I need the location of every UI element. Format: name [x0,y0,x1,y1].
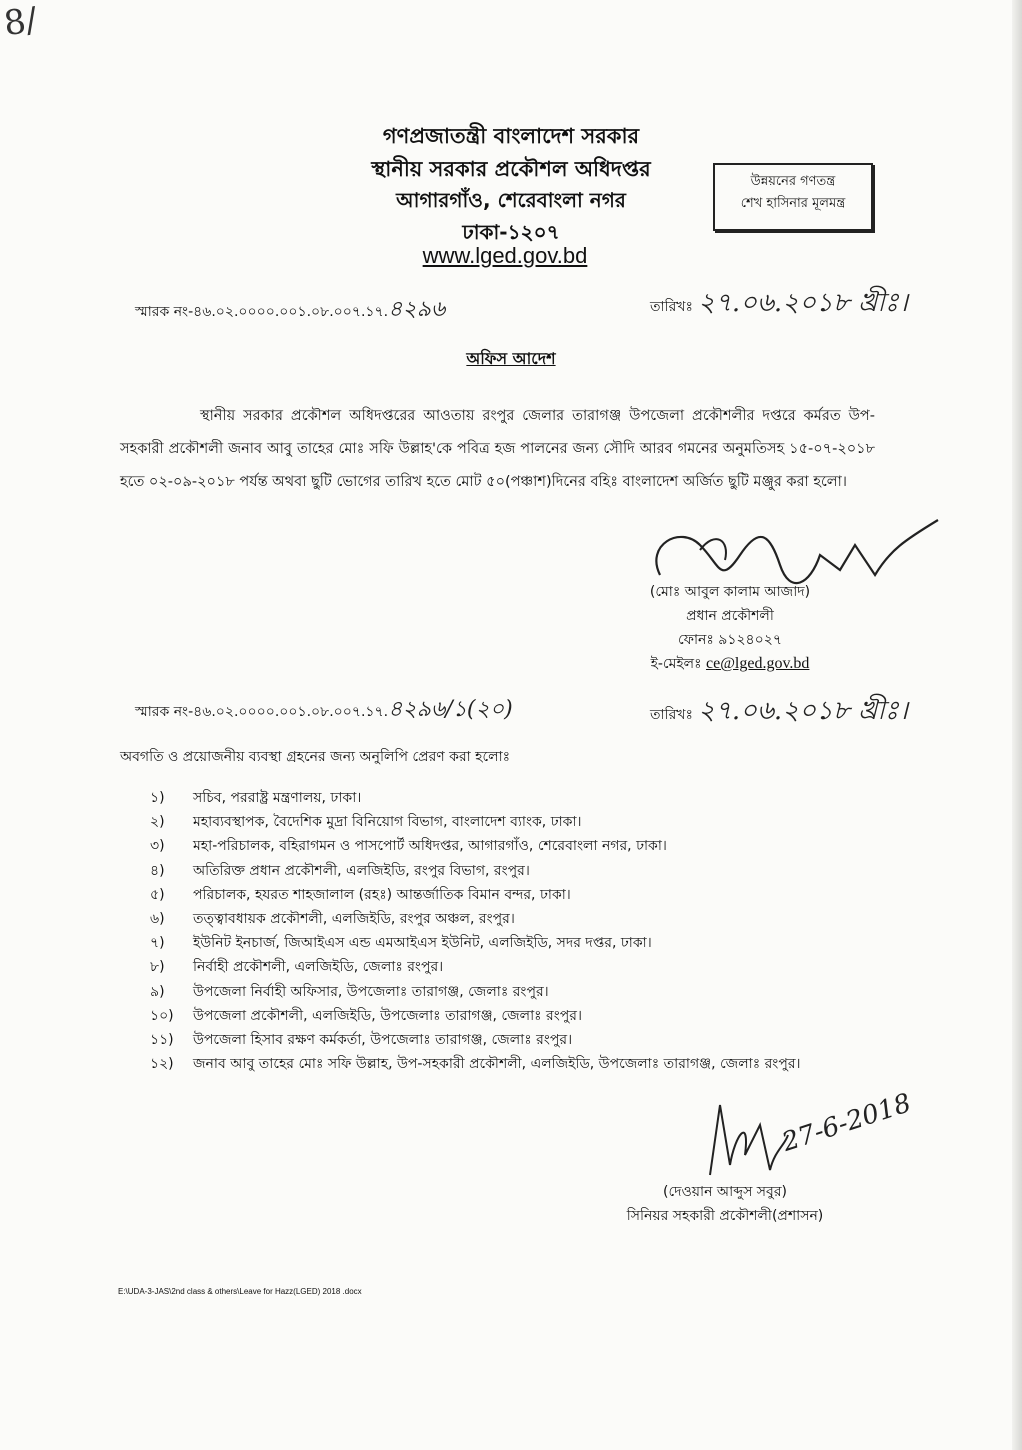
header-city: ঢাকা-১২০৭ [462,220,560,244]
memo-date-2 [650,690,908,734]
signature-senior-engineer [700,1095,790,1185]
list-item: ১১) উপজেলা হিসাব রক্ষণ কর্মকর্তা, উপজেলাঃ তারাগঞ্জ, জেলাঃ রংপুর। [150,1032,573,1049]
handwritten-memo-number: ৪২৯৬/১(২০) [388,697,513,722]
signatory-2-name: (দেওয়ান আব্দুস সবুর) [663,1184,787,1200]
distribution-intro: অবগতি ও প্রয়োজনীয় ব্যবস্থা গ্রহনের জন্য অনুলিপি প্রেরণ করা হলোঃ [120,749,511,765]
header-government: গণপ্রজাতন্ত্রী বাংলাদেশ সরকার [382,124,640,148]
signatory-2-designation: সিনিয়র সহকারী প্রকৌশলী(প্রশাসন) [626,1208,824,1224]
header-department: স্থানীয় সরকার প্রকৌশল অধিদপ্তর [371,157,651,181]
memo-date-1 [650,282,908,326]
handwritten-corner-mark: 8/ [1,0,40,45]
list-item: ৩) মহা-পরিচালক, বহিরাগমন ও পাসপোর্ট অধিদপ্তর, আগারগাঁও, শেরেবাংলা নগর, ঢাকা। [150,838,667,855]
email-label: ই-মেইলঃ [650,656,702,672]
date-label: তারিখঃ [650,707,693,723]
slogan-box [713,163,873,231]
signatory-1-name: (মোঃ আবুল কালাম আজাদ) [649,584,811,600]
handwritten-memo-number: ৪২৯৬ [388,297,446,322]
date-label: তারিখঃ [650,299,693,315]
slogan-line-2: শেখ হাসিনার মূলমন্ত্র [740,196,846,211]
slogan-line-1: উন্নয়নের গণতন্ত্র [750,174,836,189]
signatory-1-designation: প্রধান প্রকৌশলী [686,608,774,624]
signatory-1 [600,580,860,676]
signatory-1-phone: ফোনঃ ৯১২৪০২৭ [678,632,782,648]
order-title: অফিস আদেশ [466,349,556,368]
order-body: স্থানীয় সরকার প্রকৌশল অধিদপ্তরের আওতায় রংপুর জেলার তারাগঞ্জ উপজেলা প্রকৌশলীর দপ্তরে কর্মরত উপ-সহকারী প্রকৌশলী জনাব আবু তাহের মোঃ সফি উল্লাহ'কে পবিত্র হজ পালনের জন্য সৌদি আরব গমনের অনুমতিসহ ১৫-০৭-২০১৮ হতে ০২-০৯-২০১৮ পর্যন্ত অথবা ছুটি ভোগের তারিখ হতে মোট ৫০(পঞ্চাশ)দিনের বহিঃ বাংলাদেশ অর্জিত ছুটি মঞ্জুর করা হলো। [120,408,875,490]
memo-reference-1 [135,292,445,329]
website-link[interactable]: www.lged.gov.bd [422,243,588,268]
memo-prefix: স্মারক নং-৪৬.০২.০০০০.০০১.০৮.০০৭.১৭. [135,704,389,720]
memo-prefix: স্মারক নং-৪৬.০২.০০০০.০০১.০৮.০০৭.১৭. [135,304,389,320]
distribution-list [150,786,801,1076]
list-item: ৭) ইউনিট ইনচার্জ, জিআইএস এন্ড এমআইএস ইউনিট, এলজিইডি, সদর দপ্তর, ঢাকা। [150,935,652,952]
list-item: ৫) পরিচালক, হযরত শাহজালাল (রহঃ) আন্তর্জাতিক বিমান বন্দর, ঢাকা। [150,886,571,903]
list-item: ৮) নির্বাহী প্রকৌশলী, এলজিইডি, জেলাঃ রংপুর। [150,959,444,976]
list-item: ৯) উপজেলা নির্বাহী অফিসার, উপজেলাঃ তারাগঞ্জ, জেলাঃ রংপুর। [150,983,549,1000]
memo-reference-2 [135,692,513,729]
list-item: ১০) উপজেলা প্রকৌশলী, এলজিইডি, উপজেলাঃ তারাগঞ্জ, জেলাঃ রংপুর। [150,1007,582,1024]
list-item: ১) সচিব, পররাষ্ট্র মন্ত্রণালয়, ঢাকা। [150,790,362,806]
signatory-2 [600,1180,850,1228]
list-item: ১২) জনাব আবু তাহের মোঃ সফি উল্লাহ, উপ-সহকারী প্রকৌশলী, এলজিইডি, উপজেলাঃ তারাগঞ্জ, জেলাঃ রংপুর। [150,1056,801,1073]
header-address: আগারগাঁও, শেরেবাংলা নগর [396,188,626,212]
handwritten-date: ২৭.০৬.২০১৮ খ্রীঃ। [698,288,908,318]
signatory-1-email-row [600,652,860,676]
list-item: ৪) অতিরিক্ত প্রধান প্রকৌশলী, এলজিইডি, রংপুর বিভাগ, রংপুর। [150,862,530,879]
file-path-footer: E:\UDA-3-JAS\2nd class & others\Leave for Hazz(LGED) 2018 .docx [118,1287,362,1296]
list-item: ২) মহাব্যবস্থাপক, বৈদেশিক মুদ্রা বিনিয়োগ বিভাগ, বাংলাদেশ ব্যাংক, ঢাকা। [150,814,582,831]
handwritten-signing-date: 27-6-2018 [778,1088,915,1158]
email-link[interactable]: ce@lged.gov.bd [705,655,810,672]
handwritten-date: ২৭.০৬.২০১৮ খ্রীঃ। [698,696,908,726]
list-item: ৬) তত্ত্বাবধায়ক প্রকৌশলী, এলজিইডি, রংপুর অঞ্চল, রংপুর। [150,911,515,928]
